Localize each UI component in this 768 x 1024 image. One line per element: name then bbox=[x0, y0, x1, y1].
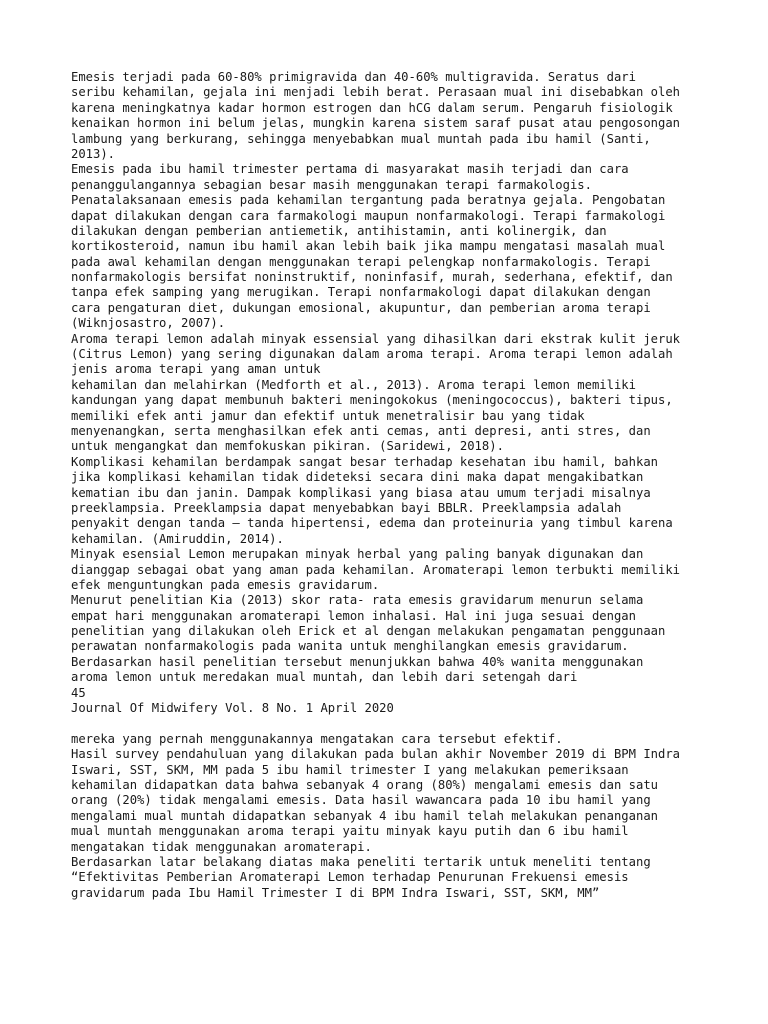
text-line: Penatalaksanaan emesis pada kehamilan tergantung pada beratnya gejala. Pengobatan bbox=[71, 193, 666, 208]
text-line: karena meningkatnya kadar hormon estrogen dan hCG dalam serum. Pengaruh fisiologik bbox=[71, 100, 673, 115]
text-line: kehamilan dan melahirkan (Medforth et al., 2013). Aroma terapi lemon memiliki bbox=[71, 377, 636, 392]
text-line: mual muntah menggunakan aroma terapi yaitu minyak kayu putih dan 6 ibu hamil bbox=[71, 824, 629, 839]
text-line: untuk mengangkat dan memfokuskan pikiran. (Saridewi, 2018). bbox=[71, 439, 504, 454]
text-line: gravidarum pada Ibu Hamil Trimester I di BPM Indra Iswari, SST, SKM, MM” bbox=[71, 885, 600, 900]
text-line: kematian ibu dan janin. Dampak komplikasi yang biasa atau umum terjadi misalnya bbox=[71, 485, 651, 500]
text-line: Menurut penelitian Kia (2013) skor rata- rata emesis gravidarum menurun selama bbox=[71, 593, 644, 608]
text-line: aroma lemon untuk meredakan mual muntah, dan lebih dari setengah dari bbox=[71, 670, 578, 685]
text-line: seribu kehamilan, gejala ini menjadi lebih berat. Perasaan mual ini disebabkan oleh bbox=[71, 85, 681, 100]
text-line: jenis aroma terapi yang aman untuk bbox=[71, 362, 321, 377]
text-line: Aroma terapi lemon adalah minyak essensial yang dihasilkan dari ekstrak kulit jeruk bbox=[71, 331, 681, 346]
text-line: dilakukan dengan pemberian antiemetik, antihistamin, anti kolinergik, dan bbox=[71, 223, 607, 238]
text-block-main bbox=[71, 70, 711, 686]
text-line: Berdasarkan hasil penelitian tersebut menunjukkan bahwa 40% wanita menggunakan bbox=[71, 654, 644, 669]
text-line: kandungan yang dapat membunuh bakteri meningokokus (meningococcus), bakteri tipus, bbox=[71, 393, 673, 408]
text-line: kehamilan didapatkan data bahwa sebanyak 4 orang (80%) mengalami emesis dan satu bbox=[71, 777, 658, 792]
text-line: orang (20%) tidak mengalami emesis. Data hasil wawancara pada 10 ibu hamil yang bbox=[71, 793, 651, 808]
text-line: cara pengaturan diet, dukungan emosional, akupuntur, dan pemberian aroma terapi bbox=[71, 300, 651, 315]
text-line: jika komplikasi kehamilan tidak dideteksi secara dini maka dapat mengakibatkan bbox=[71, 470, 644, 485]
text-line: memiliki efek anti jamur dan efektif untuk menetralisir bau yang tidak bbox=[71, 408, 585, 423]
text-line: mengalami mual muntah didapatkan sebanyak 4 ibu hamil telah melakukan penanganan bbox=[71, 808, 658, 823]
text-line: preeklampsia. Preeklampsia dapat menyebabkan bayi BBLR. Preeklampsia adalah bbox=[71, 500, 622, 515]
text-line: kortikosteroid, namun ibu hamil akan lebih baik jika mampu mengatasi masalah mual bbox=[71, 239, 666, 254]
journal-footer: Journal Of Midwifery Vol. 8 No. 1 April 2020 bbox=[71, 701, 394, 716]
text-line: perawatan nonfarmakologis pada wanita untuk menghilangkan emesis gravidarum. bbox=[71, 639, 629, 654]
text-line: Emesis terjadi pada 60-80% primigravida dan 40-60% multigravida. Seratus dari bbox=[71, 70, 636, 84]
text-line: pada awal kehamilan dengan menggunakan terapi pelengkap nonfarmakologis. Terapi bbox=[71, 254, 651, 269]
text-line: Berdasarkan latar belakang diatas maka peneliti tertarik untuk meneliti tentang bbox=[71, 854, 651, 869]
text-line: dianggap sebagai obat yang aman pada kehamilan. Aromaterapi lemon terbukti memiliki bbox=[71, 562, 681, 577]
text-line: mereka yang pernah menggunakannya mengatakan cara tersebut efektif. bbox=[71, 731, 563, 746]
text-line: Komplikasi kehamilan berdampak sangat besar terhadap kesehatan ibu hamil, bahkan bbox=[71, 454, 658, 469]
text-line: kenaikan hormon ini belum jelas, mungkin karena sistem saraf pusat atau pengosongan bbox=[71, 116, 681, 131]
text-line: (Citrus Lemon) yang sering digunakan dalam aroma terapi. Aroma terapi lemon adalah bbox=[71, 347, 673, 362]
text-line: nonfarmakologis bersifat noninstruktif, noninfasif, murah, sederhana, efektif, dan bbox=[71, 270, 673, 285]
page-number: 45 bbox=[71, 685, 86, 700]
text-line: “Efektivitas Pemberian Aromaterapi Lemon terhadap Penurunan Frekuensi emesis bbox=[71, 870, 629, 885]
text-line: Iswari, SST, SKM, MM pada 5 ibu hamil trimester I yang melakukan pemeriksaan bbox=[71, 762, 629, 777]
text-line: lambung yang berkurang, sehingga menyebabkan mual muntah pada ibu hamil (Santi, bbox=[71, 131, 651, 146]
text-line: kehamilan. (Amiruddin, 2014). bbox=[71, 531, 284, 546]
text-block-continued bbox=[71, 732, 711, 901]
page-break-gap bbox=[71, 716, 711, 731]
text-line: tanpa efek samping yang merugikan. Terapi nonfarmakologi dapat dilakukan dengan bbox=[71, 285, 651, 300]
text-line: penyakit dengan tanda – tanda hipertensi, edema dan proteinuria yang timbul karena bbox=[71, 516, 673, 531]
text-line: efek menguntungkan pada emesis gravidarum. bbox=[71, 577, 380, 592]
text-line: dapat dilakukan dengan cara farmakologi maupun nonfarmakologi. Terapi farmakologi bbox=[71, 208, 666, 223]
text-line: (Wiknjosastro, 2007). bbox=[71, 316, 226, 331]
text-line: Hasil survey pendahuluan yang dilakukan pada bulan akhir November 2019 di BPM Indra bbox=[71, 747, 681, 762]
text-line: mengatakan tidak menggunakan aromaterapi. bbox=[71, 839, 372, 854]
document-body bbox=[71, 70, 711, 901]
text-line: Minyak esensial Lemon merupakan minyak herbal yang paling banyak digunakan dan bbox=[71, 547, 644, 562]
text-line: menyenangkan, serta menghasilkan efek anti cemas, anti depresi, anti stres, dan bbox=[71, 423, 651, 438]
text-line: penelitian yang dilakukan oleh Erick et al dengan melakukan pengamatan penggunaan bbox=[71, 624, 666, 639]
text-line: Emesis pada ibu hamil trimester pertama di masyarakat masih terjadi dan cara bbox=[71, 162, 629, 177]
text-line: penanggulangannya sebagian besar masih menggunakan terapi farmakologis. bbox=[71, 177, 592, 192]
text-line: 2013). bbox=[71, 146, 116, 161]
text-line: empat hari menggunakan aromaterapi lemon inhalasi. Hal ini juga sesuai dengan bbox=[71, 608, 636, 623]
